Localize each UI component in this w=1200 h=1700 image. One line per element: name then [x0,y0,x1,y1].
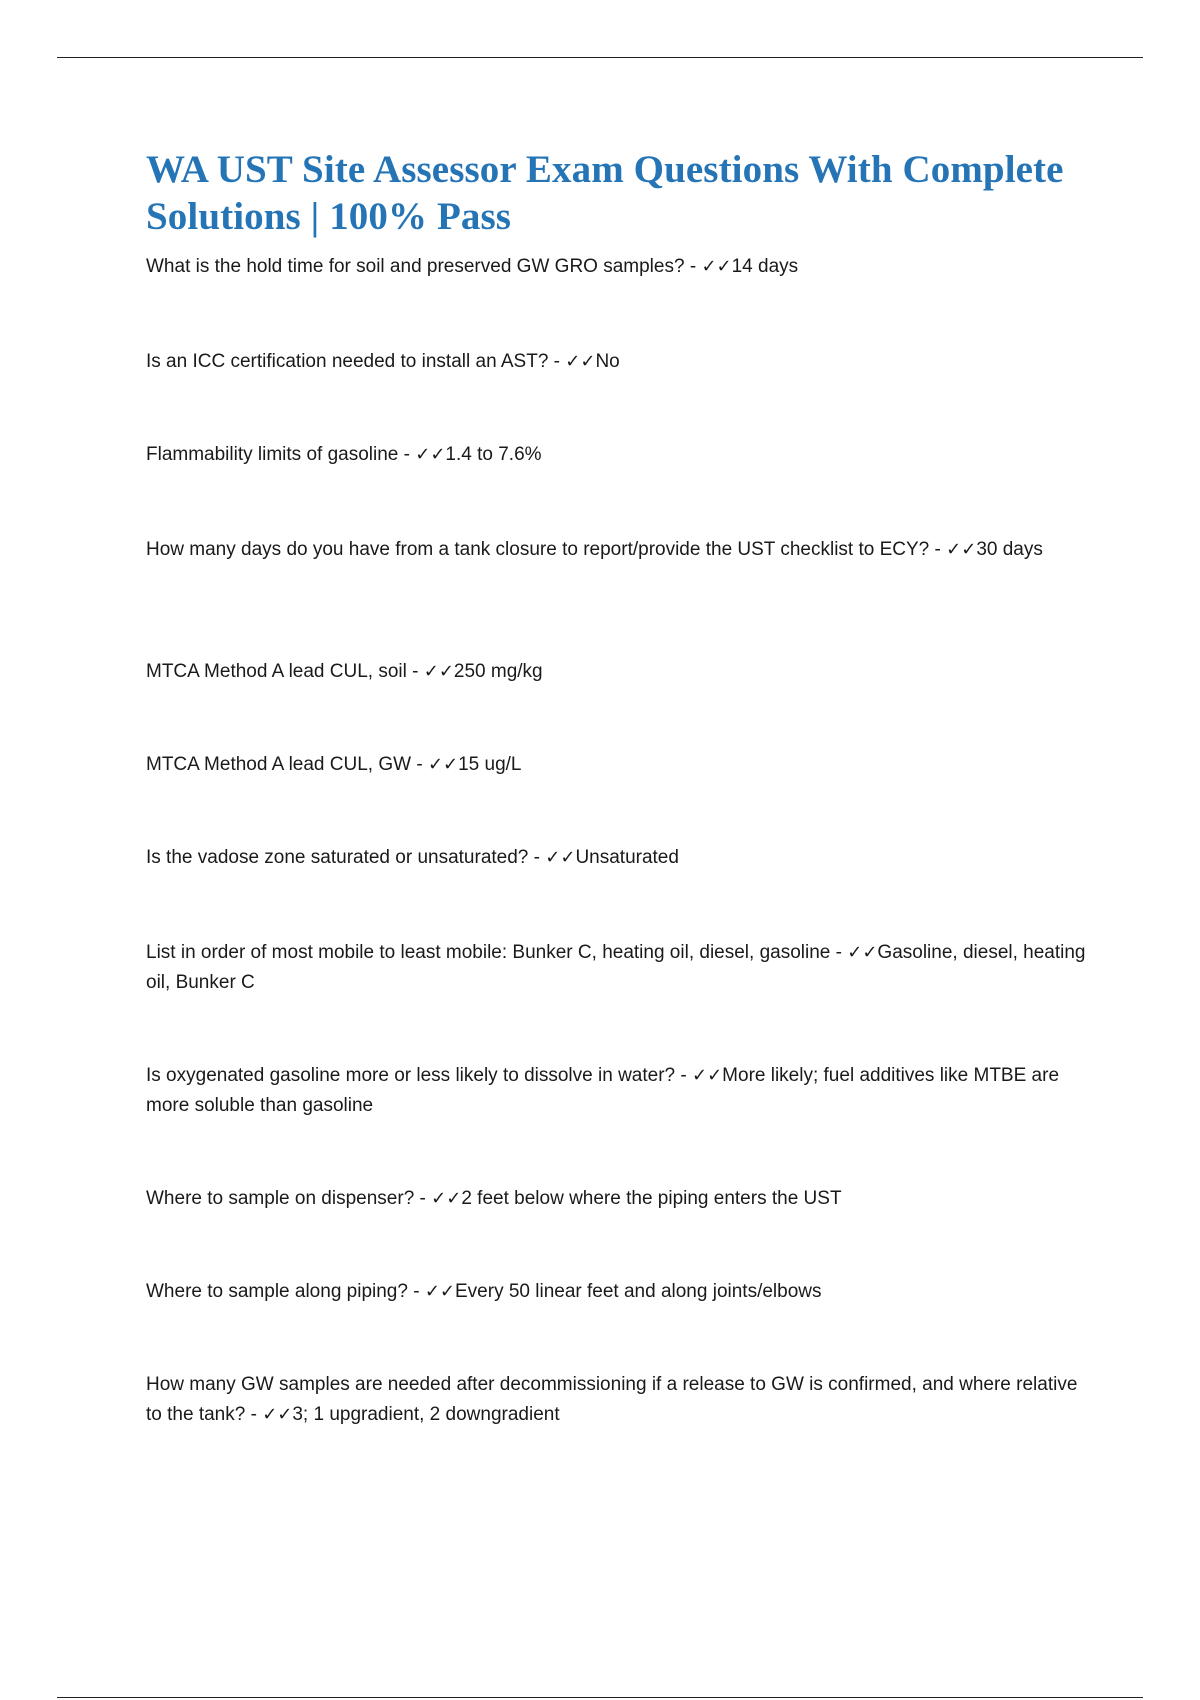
question-text: List in order of most mobile to least mobile: Bunker C, heating oil, diesel, gasoline [146,942,831,963]
double-check-icon: ✓✓ [545,847,576,868]
answer-text: No [595,351,620,372]
double-check-icon: ✓✓ [423,661,454,682]
qa-item [146,657,1096,687]
separator: - [675,1065,692,1086]
qa-item [146,1277,1096,1307]
separator: - [414,1188,432,1209]
qa-item [146,252,1096,282]
qa-item [146,440,1096,470]
double-check-icon: ✓✓ [424,1281,455,1302]
answer-text: 14 days [731,256,799,277]
separator: - [407,1281,425,1302]
question-text: Flammability limits of gasoline [146,444,399,465]
question-text: MTCA Method A lead CUL, GW [146,754,412,775]
answer-text: 1.4 to 7.6% [445,444,542,465]
separator: - [411,754,428,775]
double-check-icon: ✓✓ [427,754,459,775]
answer-text: Every 50 linear feet and along joints/elbows [455,1281,822,1302]
document-title: WA UST Site Assessor Exam Questions With Complete Solutions | 100% Pass [146,148,1064,238]
answer-text: 15 ug/L [458,754,522,775]
question-text: How many days do you have from a tank closure to report/provide the UST checklist to ECY? [146,539,930,560]
double-check-icon: ✓✓ [946,539,977,560]
double-check-icon: ✓✓ [262,1404,293,1425]
answer-text: 3; 1 upgradient, 2 downgradient [292,1404,560,1425]
question-text: Where to sample on dispenser? [146,1188,415,1209]
separator: - [548,351,566,372]
separator: - [528,847,546,868]
double-check-icon: ✓✓ [415,444,446,465]
top-rule [57,57,1143,58]
question-text: MTCA Method A lead CUL, soil [146,661,407,682]
bottom-rule [57,1697,1143,1698]
qa-item [146,1184,1096,1214]
separator: - [929,539,947,560]
answer-text: 2 feet below where the piping enters the UST [461,1188,842,1209]
double-check-icon: ✓✓ [692,1065,723,1086]
answer-text: Gasoline, diesel, heating oil, Bunker C [146,942,1086,993]
qa-item [146,1370,1096,1430]
qa-item [146,938,1096,998]
answer-text: Unsaturated [575,847,679,868]
double-check-icon: ✓✓ [701,256,732,277]
separator: - [398,444,416,465]
question-text: How many GW samples are needed after decommissioning if a release to GW is confirmed, and where relative to the tank? [146,1374,1078,1425]
double-check-icon: ✓✓ [847,942,878,963]
qa-item [146,843,1096,873]
qa-item [146,750,1096,780]
document-body [146,146,1096,1425]
question-text: Where to sample along piping? [146,1281,408,1302]
answer-text: 250 mg/kg [453,661,543,682]
question-text: What is the hold time for soil and preserved GW GRO samples? [146,256,685,277]
double-check-icon: ✓✓ [565,351,596,372]
double-check-icon: ✓✓ [431,1188,462,1209]
qa-item [146,1061,1096,1121]
separator: - [684,256,702,277]
question-text: Is an ICC certification needed to install an AST? [146,351,549,372]
qa-item [146,535,1096,565]
separator: - [406,661,424,682]
question-text: Is oxygenated gasoline more or less likely to dissolve in water? [146,1065,676,1086]
question-text: Is the vadose zone saturated or unsaturated? [146,847,529,868]
qa-item [146,347,1096,377]
answer-text: More likely; fuel additives like MTBE are more soluble than gasoline [146,1065,1060,1116]
separator: - [245,1404,263,1425]
answer-text: 30 days [976,539,1043,560]
separator: - [830,942,848,963]
